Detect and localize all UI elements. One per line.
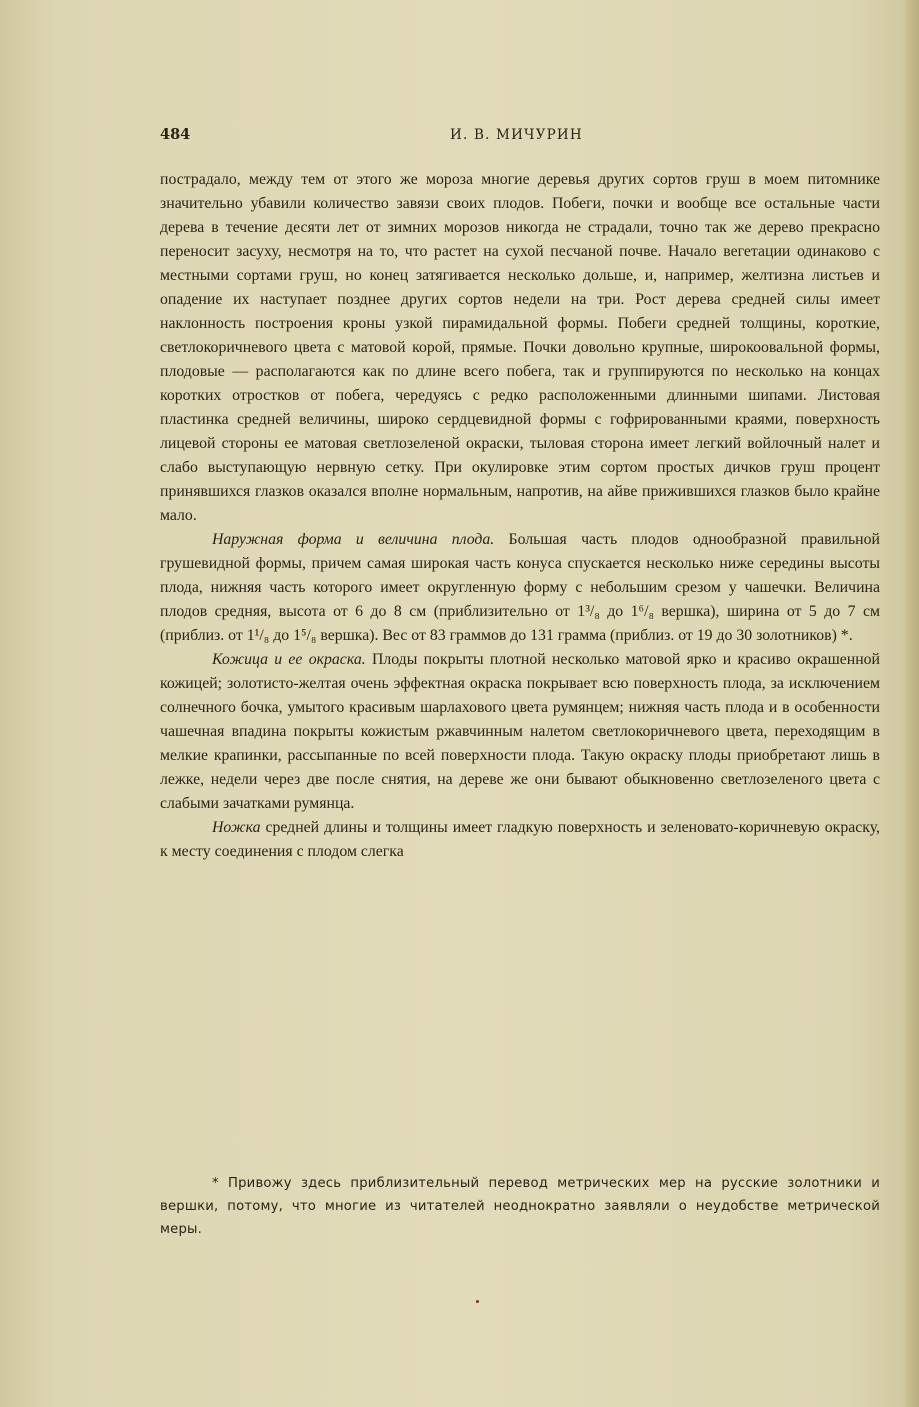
page-header [160,126,880,148]
page-number: 484 [160,126,191,143]
section-title: Ножка [212,819,261,836]
paragraph [160,816,880,864]
footnote-text: * Привожу здесь приблизительный перевод метрических мер на русские золотники и вершки, потому, что многие из читателей неоднократно заявляли о неудобстве метрической меры. [160,1176,880,1237]
paragraph [160,168,880,528]
footnote [160,1172,880,1241]
running-head: И. В. МИЧУРИН [450,127,583,143]
paragraph [160,648,880,816]
paragraph-text: средней длины и толщины имеет гладкую поверхность и зеленовато-коричневую окраску, к месту соединения с плодом слегка [160,819,880,860]
paragraph-text: Большая часть плодов однообразной правильной грушевидной формы, причем самая широкая часть конуса спускается несколько ниже середины высоты плода, нижняя часть которого имеет округленную форму с небольшим срезом у чашечки. Величина плодов средняя, высота от 6 до 8 см (приблизительно от 1³/₈ до 1⁶/₈ вершка), ширина от 5 до 7 см (приблиз. от 1¹/₈ до 1⁵/₈ вершка). Вес от 83 граммов до 131 грамма (приблиз. от 19 до 30 золотников) *. [160,531,880,644]
section-title: Кожица и ее окраска. [212,651,366,668]
body-text [160,168,880,864]
paragraph-text: Плоды покрыты плотной несколько матовой ярко и красиво окрашенной кожицей; золотисто-желтая очень эффектная окраска покрывает всю поверхность плода, за исключением солнечного бочка, умытого красивым шарлахового цвета румянцем; нижняя часть плода и в особенности чашечная впадина покрыты кожистым ржавчинным налетом светлокоричневого цвета, переходящим в мелкие крапинки, рассыпанные по всей поверхности плода. Такую окраску плоды приобретают лишь в лежке, недели через две после снятия, на дереве же они бывают обыкновенно светлозеленого цвета с слабыми зачатками румянца. [160,651,881,812]
paragraph [160,528,880,648]
ink-speck [476,1300,479,1303]
page-edge [905,0,919,1407]
paragraph-text: пострадало, между тем от этого же мороза многие деревья других сортов груш в моем питомнике значительно убавили количество завязи своих плодов. Побеги, почки и вообще все остальные части дерева в течение десяти лет от зимних морозов никогда не страдали, точно так же дерево прекрасно переносит засуху, несмотря на то, что растет на сухой песчаной почве. Начало вегетации одинаково с местными сортами груш, но конец затягивается несколько дольше, и, например, желтизна листьев и опадение их наступает позднее других сортов недели на три. Рост дерева средней силы имеет наклонность построения кроны узкой пирамидальной формы. Побеги средней толщины, короткие, светлокоричневого цвета с матовой корой, прямые. Почки довольно крупные, широкоовальной формы, плодовые — располагаются как по длине всего побега, так и группируются по несколько на концах коротких отростков от побега, чередуясь с редко расположенными длинными шипами. Листовая пластинка средней величины, широко сердцевидной формы с гофрированными краями, поверхность лицевой стороны ее матовая светлозеленой окраски, тыловая сторона имеет легкий войлочный налет и слабо выступающую нервную сетку. При окулировке этим сортом простых дичков груш процент принявшихся глазков оказался вполне нормальным, напротив, на айве прижившихся глазков было крайне мало. [160,171,880,524]
section-title: Наружная форма и величина плода. [212,531,495,548]
